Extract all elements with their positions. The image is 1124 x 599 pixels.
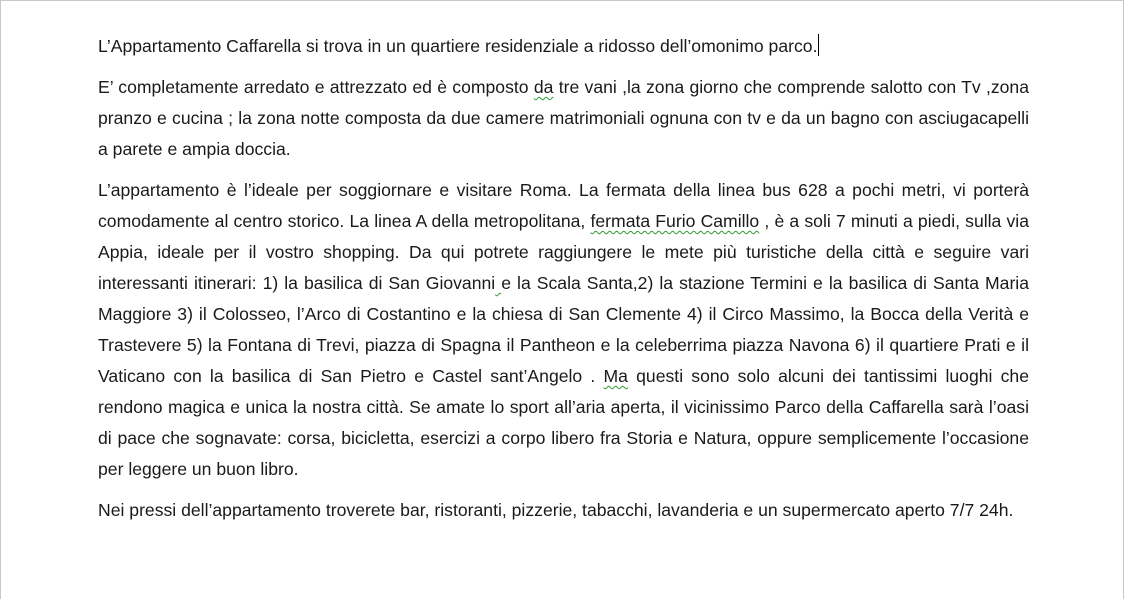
paragraph-location[interactable] xyxy=(98,175,1029,485)
text-run: questi sono solo alcuni dei tantissimi luoghi che rendono magica e unica la nostra città. Se amate lo sport all’aria aperta, il vicinissimo Parco della Caffarella sarà l’oasi di pace che sognavate: corsa, bicicletta, esercizi a corpo libero fra Storia e Natura, oppure semplicemente l’occasione per leggere un buon libro. xyxy=(98,366,1029,479)
paragraph-intro[interactable] xyxy=(98,31,1029,62)
text-run: L’appartamento è l’ideale per soggiornare e visitare Roma. La fermata della linea bus 628 a pochi metri, vi porterà comodamente al centro storico. La linea A della metropolitana, xyxy=(98,180,1029,231)
text-run: tre vani ,la zona giorno che comprende salotto con Tv ,zona pranzo e cucina ; la zona notte composta da due camere matrimoniali ognuna con tv e da un bagno con asciugacapelli a parete e ampia doccia. xyxy=(98,77,1029,159)
text-run: L’Appartamento Caffarella si trova in un quartiere residenziale a ridosso dell’omonimo parco. xyxy=(98,36,818,56)
grammar-flagged-word[interactable]: da xyxy=(533,77,554,97)
document-body[interactable] xyxy=(98,31,1029,536)
paragraph-furnishings[interactable] xyxy=(98,72,1029,165)
paragraph-nearby-services[interactable] xyxy=(98,495,1029,526)
text-run: e la Scala Santa,2) la stazione Termini e la basilica di Santa Maria Maggiore 3) il Colosseo, l’Arco di Costantino e la chiesa di San Clemente 4) il Circo Massimo, la Bocca della Verità e Trastevere 5) la Fontana di Trevi, piazza di Spagna il Pantheon e la celeberrima piazza Navona 6) il quartiere Prati e il Vaticano con la basilica di San Pietro e Castel sant’Angelo . xyxy=(98,273,1029,386)
grammar-flagged-phrase[interactable]: fermata Furio Camillo xyxy=(590,211,760,231)
text-run: Nei pressi dell’appartamento troverete bar, ristoranti, pizzerie, tabacchi, lavanderia e un supermercato aperto 7/7 24h. xyxy=(98,500,1014,520)
grammar-flagged-word[interactable]: Ma xyxy=(603,366,628,386)
text-cursor xyxy=(818,34,819,56)
text-run: E’ completamente arredato e attrezzato ed è composto xyxy=(98,77,534,97)
text-run: , è a soli 7 minuti a piedi, sulla via Appia, ideale per il vostro shopping. Da qui potrete raggiungere le mete più turistiche della città e seguire vari interessanti itinerari: 1) la basilica di San Giovanni xyxy=(98,211,1029,293)
